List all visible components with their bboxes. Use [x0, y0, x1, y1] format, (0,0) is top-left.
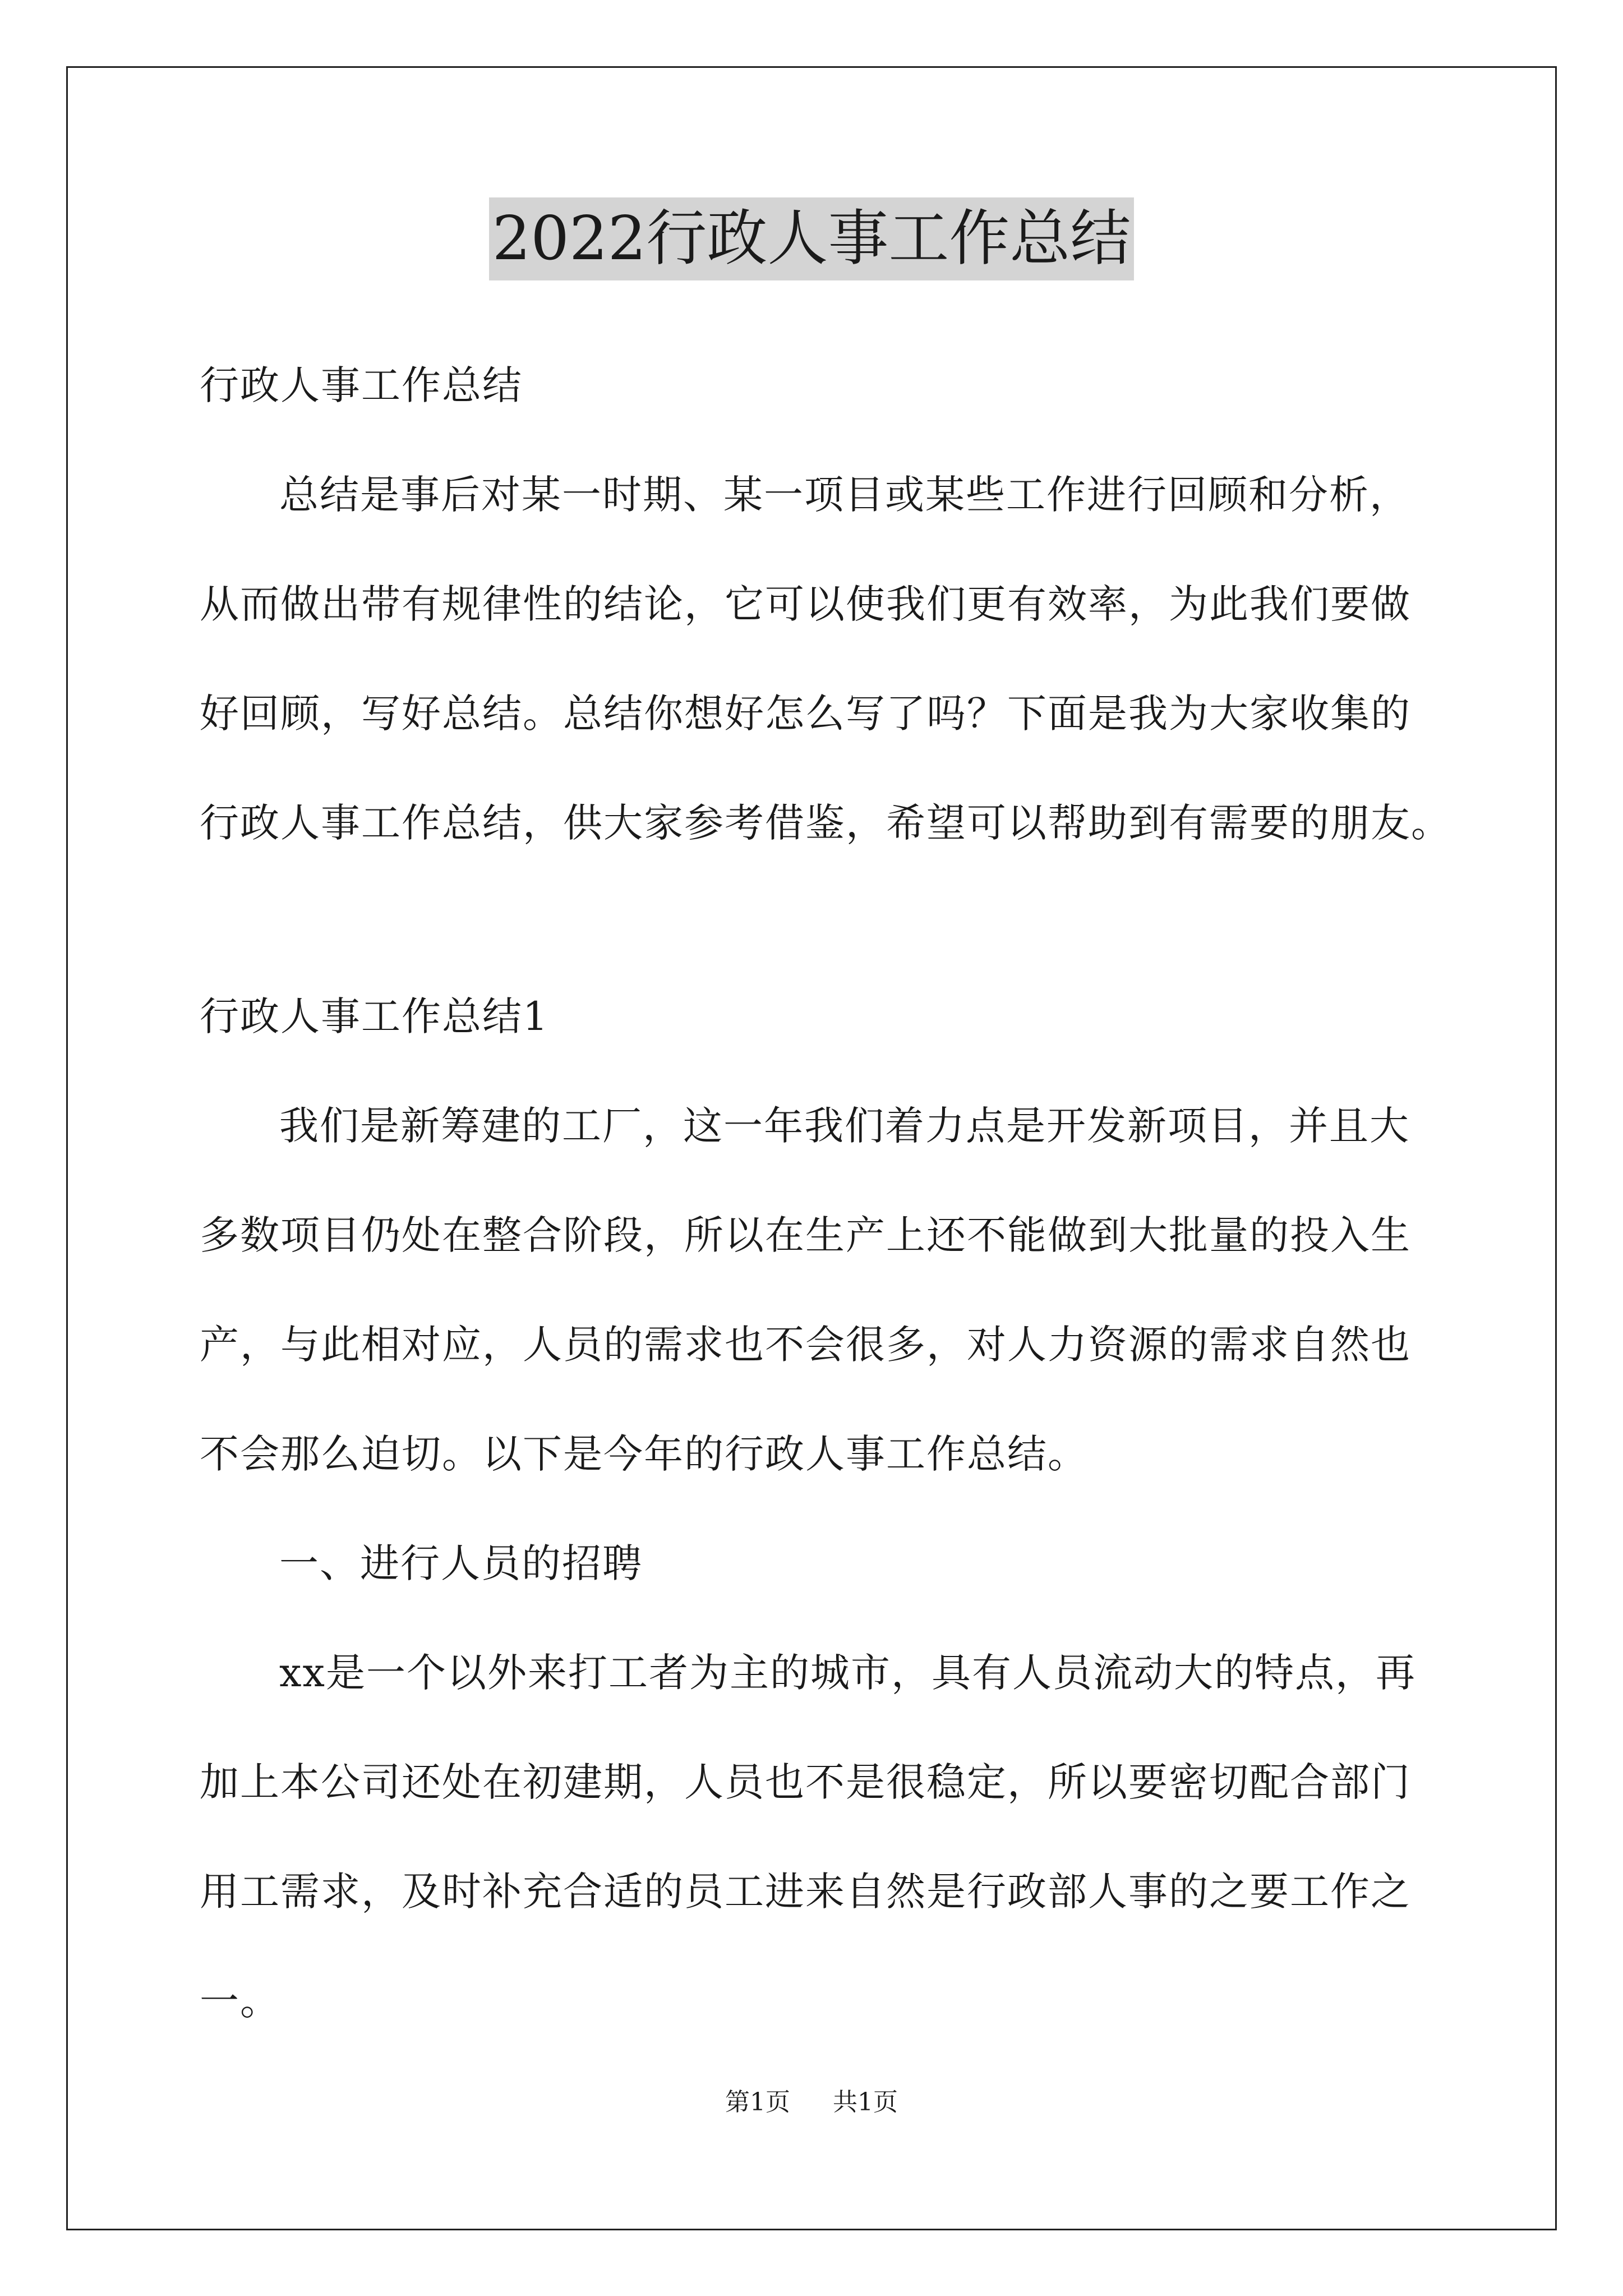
recruit-line: 用工需求，及时补充合适的员工进来自然是行政部人事的之要工作之	[200, 1869, 1411, 1915]
page-total: 共1页	[833, 2088, 898, 2116]
document-body	[200, 331, 1451, 2056]
intro-line: 从而做出带有规律性的结论，它可以使我们更有效率，为此我们要做	[200, 581, 1411, 627]
section-line: 我们是新筹建的工厂，这一年我们着力点是开发新项目，并且大	[279, 1103, 1410, 1149]
section-line: 产，与此相对应，人员的需求也不会很多，对人力资源的需求自然也	[200, 1322, 1411, 1368]
subheading: 一、进行人员的招聘	[279, 1540, 643, 1586]
page-number: 第1页	[725, 2088, 790, 2116]
section-line: 不会那么迫切。以下是今年的行政人事工作总结。	[200, 1431, 1088, 1477]
intro-line: 行政人事工作总结，供大家参考借鉴，希望可以帮助到有需要的朋友。	[200, 800, 1451, 846]
section-gap	[200, 878, 1433, 962]
document-title: 2022行政人事工作总结	[489, 197, 1135, 280]
heading: 行政人事工作总结	[200, 362, 523, 408]
recruit-line: 加上本公司还处在初建期，人员也不是很稳定，所以要密切配合部门	[200, 1759, 1411, 1805]
section-heading: 行政人事工作总结1	[200, 993, 549, 1039]
recruit-line: 一。	[200, 1978, 280, 2024]
page-footer	[0, 2086, 1623, 2119]
intro-line: 总结是事后对某一时期、某一项目或某些工作进行回顾和分析，	[279, 472, 1410, 518]
title-wrap	[0, 197, 1623, 280]
intro-line: 好回顾，写好总结。总结你想好怎么写了吗？下面是我为大家收集的	[200, 691, 1411, 737]
recruit-line: xx是一个以外来打工者为主的城市，具有人员流动大的特点，再	[279, 1650, 1416, 1696]
section-line: 多数项目仍处在整合阶段，所以在生产上还不能做到大批量的投入生	[200, 1212, 1411, 1258]
